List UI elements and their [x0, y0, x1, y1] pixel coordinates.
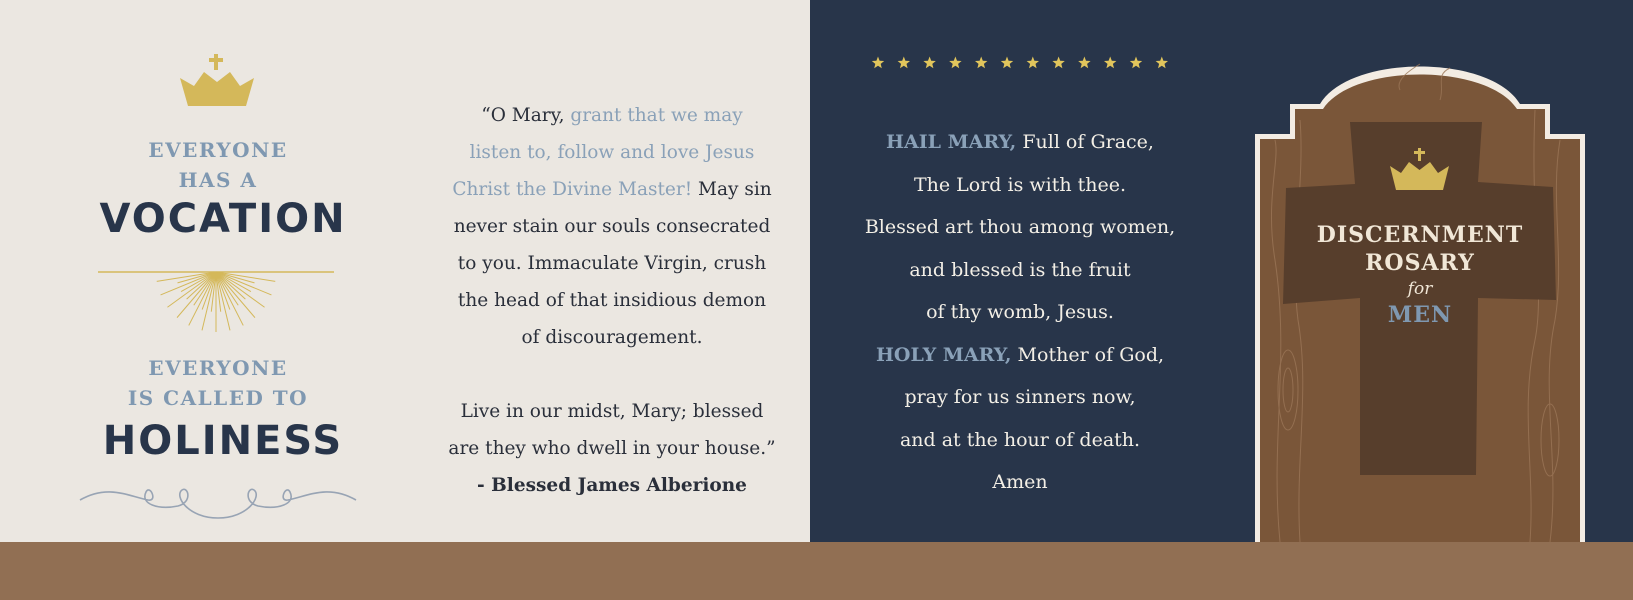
bottom-band — [0, 542, 1633, 600]
quote-attribution: - Blessed James Alberione — [477, 475, 747, 496]
wooden-sign-icon — [1250, 60, 1590, 542]
star-icon — [975, 57, 987, 69]
sunburst-ray — [216, 272, 271, 295]
prayer-highlight: HAIL MARY, — [886, 131, 1017, 153]
heading-holiness: HOLINESS — [102, 418, 344, 464]
prayer-line: and at the hour of death. — [899, 428, 1141, 451]
star-icon — [1104, 57, 1116, 69]
prayer-line: Full of Grace, — [1016, 131, 1154, 153]
prayer-line: pray for us sinners now, — [904, 386, 1136, 408]
quote-line: of discouragement. — [521, 327, 703, 348]
quote-line: never stain our souls consecrated — [453, 216, 771, 237]
star-icon — [949, 57, 961, 69]
quote-line-highlight: Christ the Divine Master! — [452, 179, 699, 200]
star-icon — [923, 57, 935, 69]
prayer-line: The Lord is with thee. — [913, 173, 1127, 196]
sign-title-for: for — [1407, 279, 1433, 299]
star-icon — [1130, 57, 1142, 69]
heading-has-a: HAS A — [178, 168, 258, 192]
sign-title-discernment: DISCERNMENT — [1316, 222, 1524, 248]
quote-line: the head of that insidious demon — [457, 290, 767, 311]
quote-line-highlight: listen to, follow and love Jesus — [469, 142, 755, 163]
right-panel — [810, 0, 1633, 542]
prayer-line: of thy womb, Jesus. — [926, 301, 1114, 323]
prayer-line: Amen — [992, 471, 1048, 493]
flourish-divider-icon — [78, 484, 358, 526]
star-icon — [1027, 57, 1039, 69]
heading-everyone-1: EVERYONE — [148, 138, 288, 162]
heading-everyone-2: EVERYONE — [148, 356, 288, 380]
crown-icon — [180, 54, 254, 106]
star-icon — [898, 57, 910, 69]
sunburst-divider-icon — [98, 268, 334, 332]
star-icon — [1052, 57, 1064, 69]
left-panel — [0, 0, 810, 542]
quote-line: to you. Immaculate Virgin, crush — [457, 253, 767, 274]
sign-title-men: MEN — [1387, 302, 1453, 328]
prayer-line: Mother of God, — [1011, 343, 1165, 366]
hail-mary-prayer — [865, 121, 1175, 504]
prayer-line: Blessed art thou among women, — [864, 216, 1176, 238]
quote-line: are they who dwell in your house.” — [448, 438, 776, 459]
heading-is-called-to: IS CALLED TO — [127, 386, 309, 410]
star-icon — [1001, 57, 1013, 69]
sign-title-rosary: ROSARY — [1365, 250, 1475, 276]
stars-row-icon — [870, 54, 1170, 72]
heading-vocation: VOCATION — [99, 196, 347, 242]
quote-block — [448, 97, 775, 504]
quote-line-highlight: grant that we may — [570, 105, 743, 126]
star-icon — [1078, 57, 1090, 69]
prayer-highlight: HOLY MARY, — [875, 343, 1012, 366]
quote-line: May sin — [698, 179, 772, 200]
star-icon — [1156, 57, 1168, 69]
prayer-line: and blessed is the fruit — [909, 258, 1131, 281]
quote-line: “O Mary, — [481, 105, 571, 126]
star-icon — [872, 57, 884, 69]
quote-line: Live in our midst, Mary; blessed — [460, 401, 764, 422]
sunburst-ray — [161, 272, 216, 295]
